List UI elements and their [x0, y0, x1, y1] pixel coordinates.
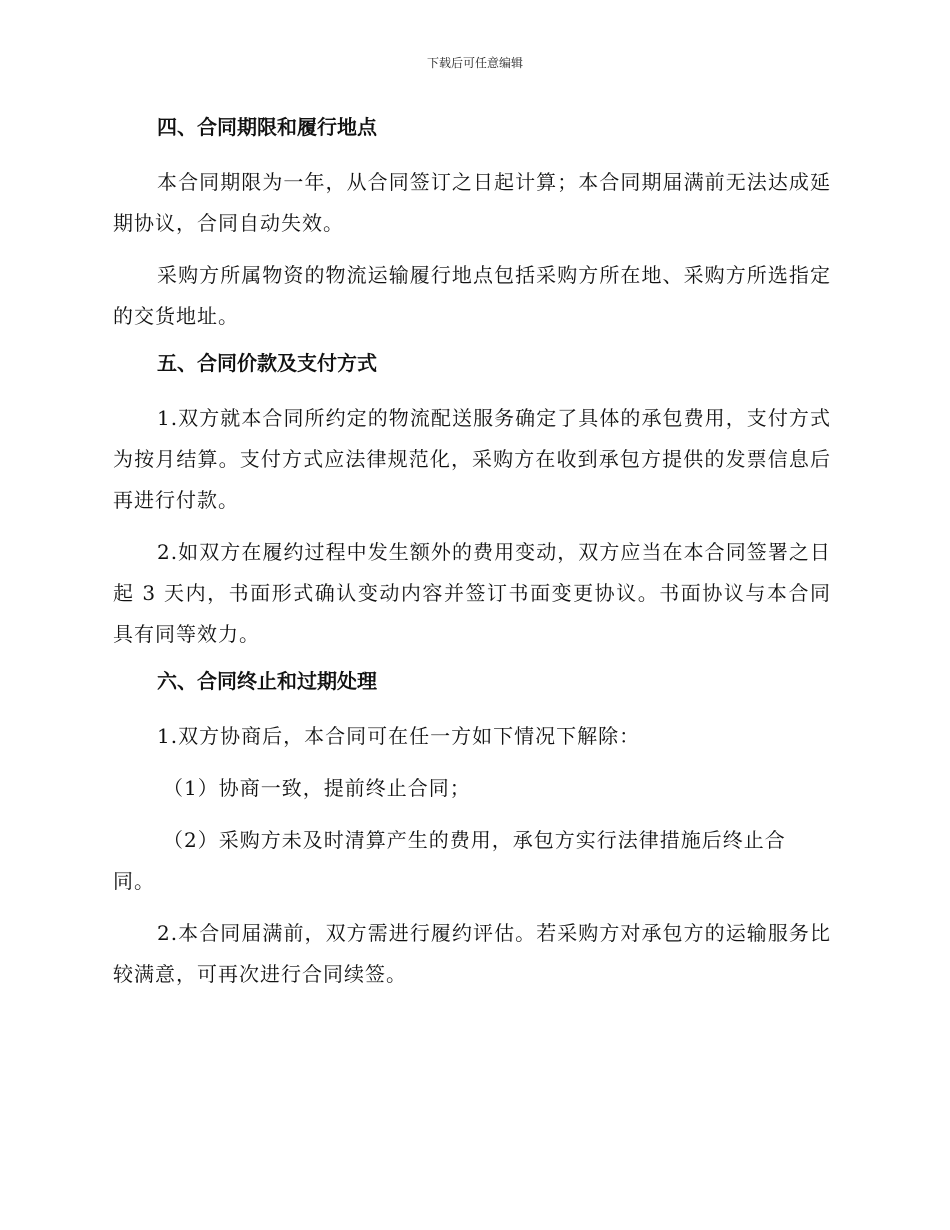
- section-6-list-item-2: （2）采购方未及时清算产生的费用，承包方实行法律措施后终止合同。: [113, 828, 786, 893]
- page-header: 下载后可任意编辑: [426, 56, 523, 70]
- section-4-heading: 四、合同期限和履行地点: [157, 115, 377, 139]
- section-6-heading: 六、合同终止和过期处理: [157, 669, 377, 693]
- document-body: [113, 112, 831, 1006]
- section-6-paragraph-2: 2.本合同届满前，双方需进行履约评估。若采购方对承包方的运输服务比较满意，可再次进行合同续签。: [113, 921, 831, 986]
- section-5-paragraph-2: 2.如双方在履约过程中发生额外的费用变动，双方应当在本合同签署之日起 3 天内，书面形式确认变动内容并签订书面变更协议。书面协议与本合同具有同等效力。: [113, 540, 831, 646]
- section-6-list-item-1: （1）协商一致，提前终止合同；: [163, 776, 471, 800]
- section-6-paragraph-1: 1.双方协商后，本合同可在任一方如下情况下解除：: [157, 724, 641, 748]
- section-5-heading: 五、合同价款及支付方式: [157, 351, 377, 375]
- section-5-paragraph-1: 1.双方就本合同所约定的物流配送服务确定了具体的承包费用，支付方式为按月结算。支付方式应法律规范化，采购方在收到承包方提供的发票信息后再进行付款。: [113, 406, 831, 512]
- section-4-paragraph-1: 本合同期限为一年，从合同签订之日起计算；本合同期届满前无法达成延期协议，合同自动失效。: [113, 170, 831, 235]
- section-4-paragraph-2: 采购方所属物资的物流运输履行地点包括采购方所在地、采购方所选指定的交货地址。: [113, 263, 831, 328]
